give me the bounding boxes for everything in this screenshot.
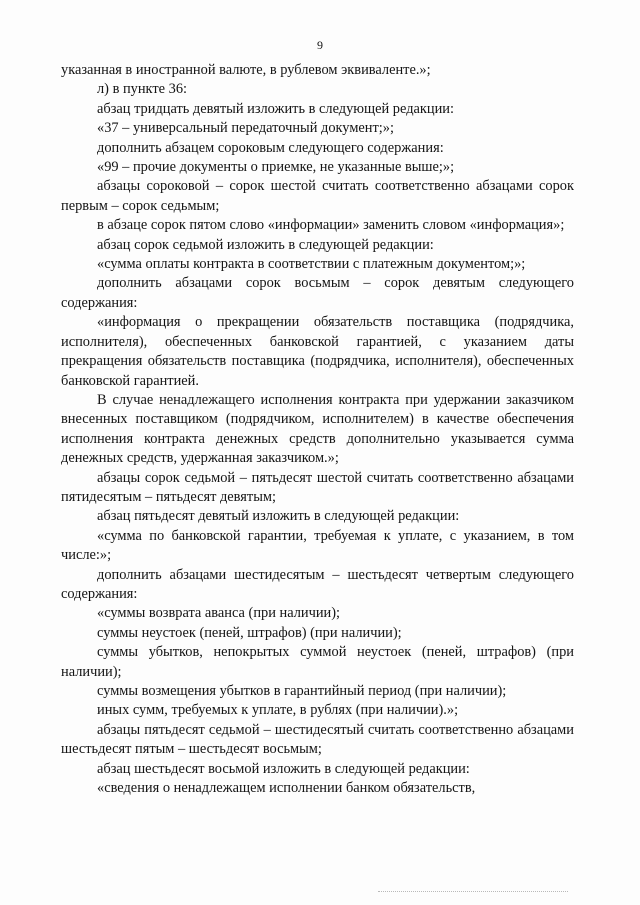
paragraph-21: суммы возмещения убытков в гарантийный период (при наличии); bbox=[97, 683, 507, 699]
paragraph-17: дополнить абзацами шестидесятым – шестьдесят четвертым следующего содержания: bbox=[61, 566, 574, 602]
paragraph-22: иных сумм, требуемых к уплате, в рублях (при наличии).»; bbox=[97, 702, 459, 719]
paragraph-20: суммы убытков, непокрытых суммой неустоек (пеней, штрафов) (при наличии); bbox=[61, 644, 574, 680]
paragraph-13: В случае ненадлежащего исполнения контракта при удержании заказчиком внесенных поставщиком (подрядчиком, исполнителем) в качестве обеспечения исполнения контракта денежных средств дополнительно указывается сумма денежных средств, удержанная заказчиком.»; bbox=[61, 391, 574, 467]
document-body bbox=[61, 61, 574, 798]
paragraph-8: в абзаце сорок пятом слово «информации» заменить словом «информация»; bbox=[97, 217, 565, 234]
scan-artifact-line bbox=[378, 891, 568, 893]
paragraph-10: «сумма оплаты контракта в соответствии с платежным документом;»; bbox=[97, 256, 526, 273]
paragraph-2: л) в пункте 36: bbox=[97, 81, 188, 98]
paragraph-4: «37 – универсальный передаточный документ;»; bbox=[97, 120, 394, 137]
paragraph-15: абзац пятьдесят девятый изложить в следующей редакции: bbox=[97, 508, 460, 525]
paragraph-19: суммы неустоек (пеней, штрафов) (при наличии); bbox=[97, 624, 402, 641]
paragraph-24: абзац шестьдесят восьмой изложить в следующей редакции: bbox=[97, 760, 470, 777]
paragraph-18: «суммы возврата аванса (при наличии); bbox=[97, 605, 341, 622]
paragraph-6: «99 – прочие документы о приемке, не указанные выше;»; bbox=[97, 159, 455, 176]
paragraph-9: абзац сорок седьмой изложить в следующей редакции: bbox=[97, 236, 434, 253]
paragraph-7: абзацы сороковой – сорок шестой считать соответственно абзацами сорок первым – сорок седьмым; bbox=[61, 178, 574, 214]
paragraph-14: абзацы сорок седьмой – пятьдесят шестой считать соответственно абзацами пятидесятым – пятьдесят девятым; bbox=[61, 469, 574, 505]
paragraph-11: дополнить абзацами сорок восьмым – сорок девятым следующего содержания: bbox=[61, 275, 574, 311]
paragraph-12: «информация о прекращении обязательств поставщика (подрядчика, исполнителя), обеспеченных банковской гарантией, с указанием даты прекращения обязательств поставщика (подрядчика, исполнителя), обеспеченных банковской гарантией. bbox=[61, 314, 574, 389]
paragraph-5: дополнить абзацем сороковым следующего содержания: bbox=[97, 139, 444, 156]
paragraph-25: «сведения о ненадлежащем исполнении банком обязательств, bbox=[97, 780, 476, 797]
paragraph-16: «сумма по банковской гарантии, требуемая к уплате, с указанием, в том числе:»; bbox=[61, 527, 574, 564]
paragraph-23: абзацы пятьдесят седьмой – шестидесятый считать соответственно абзацами шестьдесят пятым – шестьдесят восьмым; bbox=[61, 721, 574, 758]
paragraph-3: абзац тридцать девятый изложить в следующей редакции: bbox=[97, 100, 455, 117]
paragraph-1: указанная в иностранной валюте, в рублевом эквиваленте.»; bbox=[61, 62, 431, 78]
page-number: 9 bbox=[317, 38, 323, 52]
